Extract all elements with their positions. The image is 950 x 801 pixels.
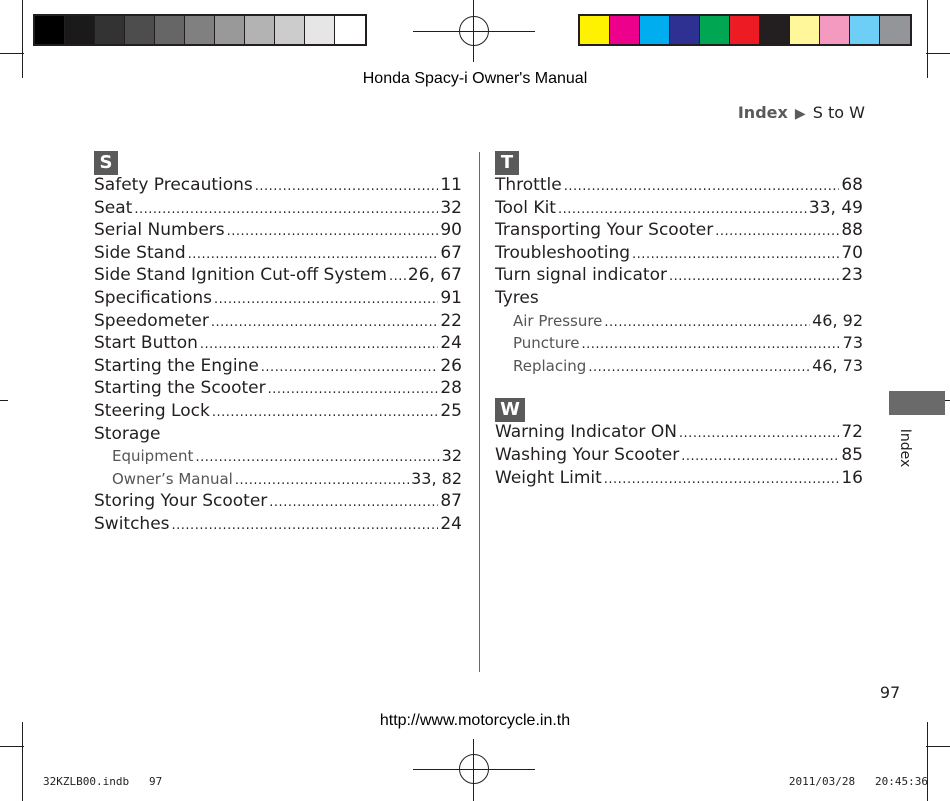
grayscale-swatch [95,16,125,44]
dot-leader [604,315,810,330]
entry-term: Storing Your Scooter [94,491,268,512]
crop-mark [0,53,24,54]
dot-leader [235,473,409,488]
entry-page-ref[interactable]: 67 [440,242,462,263]
index-entry[interactable] [94,288,462,311]
grayscale-swatch [275,16,305,44]
index-list-s [94,175,462,537]
crop-mark [0,746,24,747]
entry-page-ref[interactable]: 16 [841,467,863,488]
index-entry[interactable] [94,220,462,243]
entry-term: Tool Kit [495,197,556,218]
entry-term: Seat [94,197,133,218]
dot-leader [212,405,439,420]
slug-file-info: 32KZLB00.indb 97 [43,775,163,788]
crop-mark [22,0,23,78]
entry-page-ref[interactable]: 88 [841,220,863,241]
crop-mark [0,400,8,401]
registration-target-icon [459,754,489,784]
process-swatch [580,16,610,44]
index-entry[interactable] [94,175,462,198]
entry-page-ref[interactable]: 91 [440,287,462,308]
process-swatch [610,16,640,44]
dot-leader [389,269,406,284]
crop-mark [926,53,950,54]
section-letter-t: T [495,151,519,175]
entry-page-ref[interactable]: 33, 49 [808,197,863,218]
index-entry[interactable] [495,422,863,445]
index-subentry[interactable] [495,356,863,379]
index-entry[interactable] [94,514,462,537]
entry-term: Washing Your Scooter [495,444,680,465]
process-swatch [820,16,850,44]
entry-term: Speedometer [94,310,209,331]
index-subentry[interactable] [94,446,462,469]
entry-page-ref[interactable]: 24 [440,513,462,534]
index-entry[interactable] [94,401,462,424]
index-subentry[interactable] [495,311,863,334]
index-column-right [495,151,863,490]
entry-term: Puncture [513,334,580,353]
footer-url[interactable]: http://www.motorcycle.in.th [379,712,571,729]
entry-page-ref[interactable]: 68 [841,175,863,195]
entry-page-ref[interactable]: 32 [441,446,462,466]
index-entry[interactable] [94,243,462,266]
entry-page-ref[interactable]: 46, 73 [812,355,863,375]
entry-page-ref[interactable]: 73 [842,333,863,353]
entry-term: Starting the Scooter [94,378,266,399]
page-number: 97 [879,683,901,702]
entry-term: Start Button [94,333,198,354]
entry-page-ref[interactable]: 26, 67 [407,265,462,286]
entry-term: Weight Limit [495,467,602,488]
dot-leader [172,518,439,533]
dot-leader [269,495,438,510]
dot-leader [268,382,439,397]
dot-leader [134,202,438,217]
index-list-w [495,422,863,490]
dot-leader [188,247,439,262]
index-entry[interactable] [495,265,863,288]
dot-leader [604,472,840,487]
crop-mark [927,0,928,78]
entry-page-ref[interactable]: 11 [440,175,462,195]
index-entry[interactable] [94,265,462,288]
process-swatch [880,16,910,44]
dot-leader [715,224,839,239]
index-column-left [94,151,462,537]
section-letter-s: S [94,151,118,175]
index-entry [94,424,462,447]
breadcrumb-current: S to W [812,103,865,122]
entry-term: Equipment [112,447,194,466]
grayscale-swatch [305,16,335,44]
grayscale-color-bar [33,14,367,46]
process-swatch [850,16,880,44]
process-swatch [790,16,820,44]
dot-leader [582,337,841,352]
grayscale-swatch [125,16,155,44]
dot-leader [669,269,839,284]
crop-mark [926,746,950,747]
index-side-tab[interactable] [889,391,945,415]
crop-mark [22,722,23,801]
grayscale-swatch [65,16,95,44]
crop-mark [927,722,928,801]
index-entry[interactable] [94,356,462,379]
entry-page-ref[interactable]: 87 [440,491,462,512]
index-entry[interactable] [94,491,462,514]
process-swatch [760,16,790,44]
index-entry[interactable] [495,445,863,468]
entry-page-ref[interactable]: 90 [440,220,462,241]
entry-page-ref[interactable]: 26 [440,355,462,376]
registration-target-icon [459,16,489,46]
process-swatch [700,16,730,44]
index-entry[interactable] [495,220,863,243]
dot-leader [558,202,807,217]
entry-page-ref[interactable]: 33, 82 [411,468,462,488]
entry-term: Tyres [495,287,539,308]
grayscale-swatch [35,16,65,44]
entry-term: Serial Numbers [94,220,225,241]
index-entry [495,288,863,311]
entry-page-ref[interactable]: 32 [440,197,462,218]
grayscale-swatch [245,16,275,44]
entry-term: Warning Indicator ON [495,422,677,443]
breadcrumb-arrow-icon: ▶ [794,106,806,122]
index-entry[interactable] [495,198,863,221]
entry-page-ref[interactable]: 46, 92 [812,310,863,330]
entry-page-ref[interactable]: 22 [440,310,462,331]
breadcrumb [738,103,865,122]
index-entry[interactable] [94,198,462,221]
process-color-bar [578,14,912,46]
dot-leader [227,224,439,239]
entry-term: Starting the Engine [94,355,259,376]
column-divider [479,152,480,672]
dot-leader [564,179,840,194]
section-letter-w: W [495,398,525,422]
dot-leader [214,292,438,307]
index-subentry[interactable] [94,469,462,492]
dot-leader [681,449,839,464]
dot-leader [632,247,839,262]
entry-term: Switches [94,513,170,534]
entry-term: Specifications [94,287,213,308]
index-entry[interactable] [495,175,863,198]
entry-term: Steering Lock [94,400,210,421]
side-tab-label: Index [897,428,913,468]
process-swatch [670,16,700,44]
entry-term: Safety Precautions [94,175,253,195]
entry-page-ref[interactable]: 28 [440,378,462,399]
index-entry[interactable] [94,333,462,356]
slug-datetime: 2011/03/28 20:45:36 [788,775,928,788]
dot-leader [255,179,439,194]
manual-title: Honda Spacy-i Owner's Manual [362,70,588,87]
grayscale-swatch [155,16,185,44]
grayscale-swatch [215,16,245,44]
entry-term: Storage [94,423,161,444]
dot-leader [679,426,839,441]
grayscale-swatch [185,16,215,44]
entry-term: Replacing [513,356,587,375]
index-subentry[interactable] [495,333,863,356]
dot-leader [200,337,438,352]
dot-leader [211,315,439,330]
entry-page-ref[interactable]: 72 [841,422,863,443]
index-list-t [495,175,863,378]
entry-term: Transporting Your Scooter [495,220,714,241]
entry-term: Air Pressure [513,311,603,330]
entry-term: Throttle [495,175,562,195]
breadcrumb-index-link[interactable]: Index [737,103,788,122]
entry-page-ref[interactable]: 85 [841,444,863,465]
process-swatch [730,16,760,44]
entry-page-ref[interactable]: 23 [841,265,863,286]
dot-leader [588,360,810,375]
index-entry[interactable] [495,468,863,491]
entry-term: Side Stand [94,242,186,263]
index-entry[interactable] [94,311,462,334]
grayscale-swatch [335,16,365,44]
dot-leader [261,360,439,375]
dot-leader [195,450,439,465]
entry-term: Side Stand Ignition Cut-off System [94,265,387,286]
entry-term: Turn signal indicator [495,265,667,286]
index-entry[interactable] [495,243,863,266]
entry-page-ref[interactable]: 70 [841,242,863,263]
process-swatch [640,16,670,44]
index-entry[interactable] [94,378,462,401]
entry-term: Troubleshooting [495,242,631,263]
entry-page-ref[interactable]: 25 [440,400,462,421]
entry-term: Owner’s Manual [112,469,233,488]
entry-page-ref[interactable]: 24 [440,333,462,354]
